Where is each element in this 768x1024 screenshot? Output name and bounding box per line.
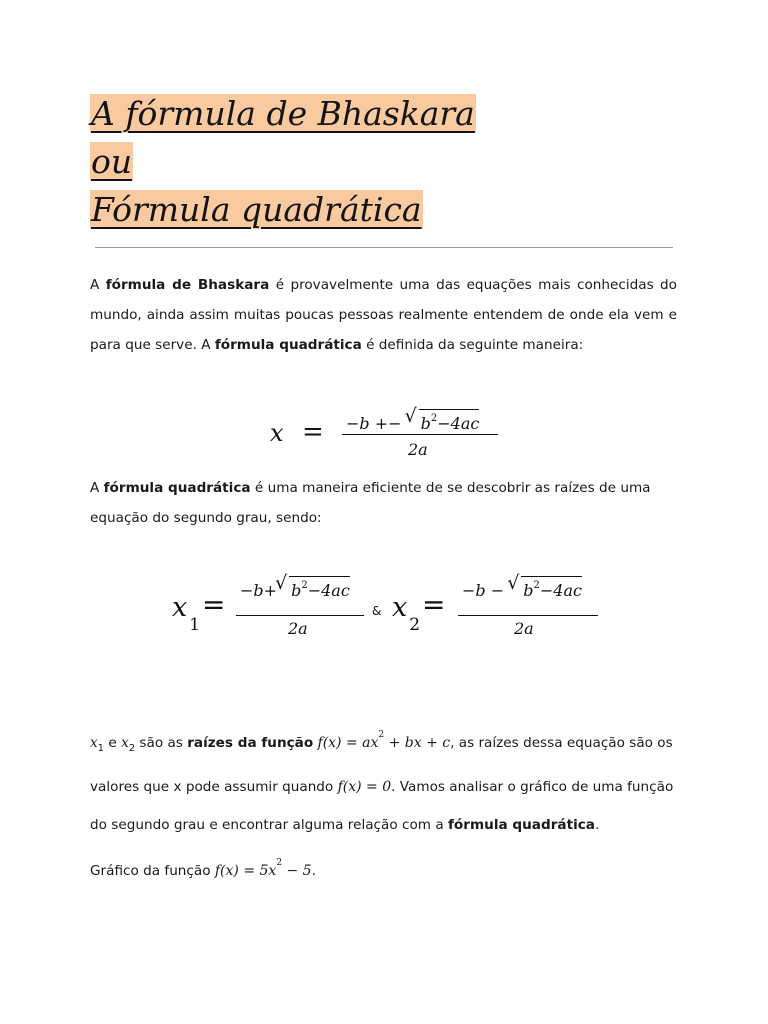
x1-denominator: 2a [288, 619, 308, 638]
bold-term: fórmula quadrática [103, 480, 251, 496]
x2-numerator: −b − √ $b^2-4ac$ [462, 576, 582, 600]
sqrt-symbol: √ $b^2-4ac$ [407, 409, 480, 433]
bold-term: fórmula de Bhaskara [105, 277, 270, 293]
bold-term: raízes da função [187, 735, 314, 751]
x1-label: $x_1$ [172, 592, 201, 635]
equals-sign: = [302, 417, 324, 447]
definition-paragraph: A fórmula quadrática é uma maneira eficiente de se descobrir as raízes de uma equação do segundo grau, sendo: [90, 480, 651, 526]
quadratic-formula-equation [268, 395, 508, 465]
title-line-2: ou [91, 142, 133, 181]
equation-numerator: −b +− √ $b^2-4ac$ [346, 409, 479, 433]
roots-equations [170, 568, 610, 648]
x2-label: $x_2$ [392, 592, 421, 635]
equation-denominator: 2a [408, 440, 428, 459]
x1-numerator: −b+√ $b^2-4ac$ [240, 576, 350, 600]
graph-function-expression: $f(x) = 5x^2 - 5$ [214, 858, 312, 879]
ampersand: & [372, 604, 382, 618]
title-line-3: Fórmula quadrática [91, 190, 422, 229]
fraction-bar [342, 434, 498, 435]
title-line-1: A fórmula de Bhaskara [91, 94, 475, 133]
bold-term: fórmula quadrática [214, 337, 362, 353]
horizontal-divider [95, 247, 673, 248]
equals-sign: = [422, 588, 446, 621]
roots-paragraph: $x_1$ e $x_2$ são as raízes da função $f(x) = ax^2$ + bx + c, as raízes dessa equação são os valores que x pode assumir quando f(x) = 0. Vamos analisar o gráfico de uma função do segundo grau e encontrar alguma relação com a fórmula quadrática. Gráfico da função $f(x) = 5x^2 - 5$. [90, 730, 674, 879]
bold-term: fórmula quadrática [448, 817, 595, 833]
x2-denominator: 2a [514, 619, 534, 638]
fraction-bar [236, 615, 364, 616]
fraction-bar [458, 615, 598, 616]
equation-lhs: x [270, 419, 284, 447]
equals-sign: = [202, 588, 226, 621]
intro-paragraph: A fórmula de Bhaskara é provavelmente uma das equações mais conhecidas do mundo, ainda assim muitas poucas pessoas realmente entendem de onde ela vem e para que serve. A fórmula quadrática é definida da seguinte maneira: [90, 277, 677, 353]
function-expression: $f(x) = ax^2$ + bx + c [317, 730, 451, 751]
